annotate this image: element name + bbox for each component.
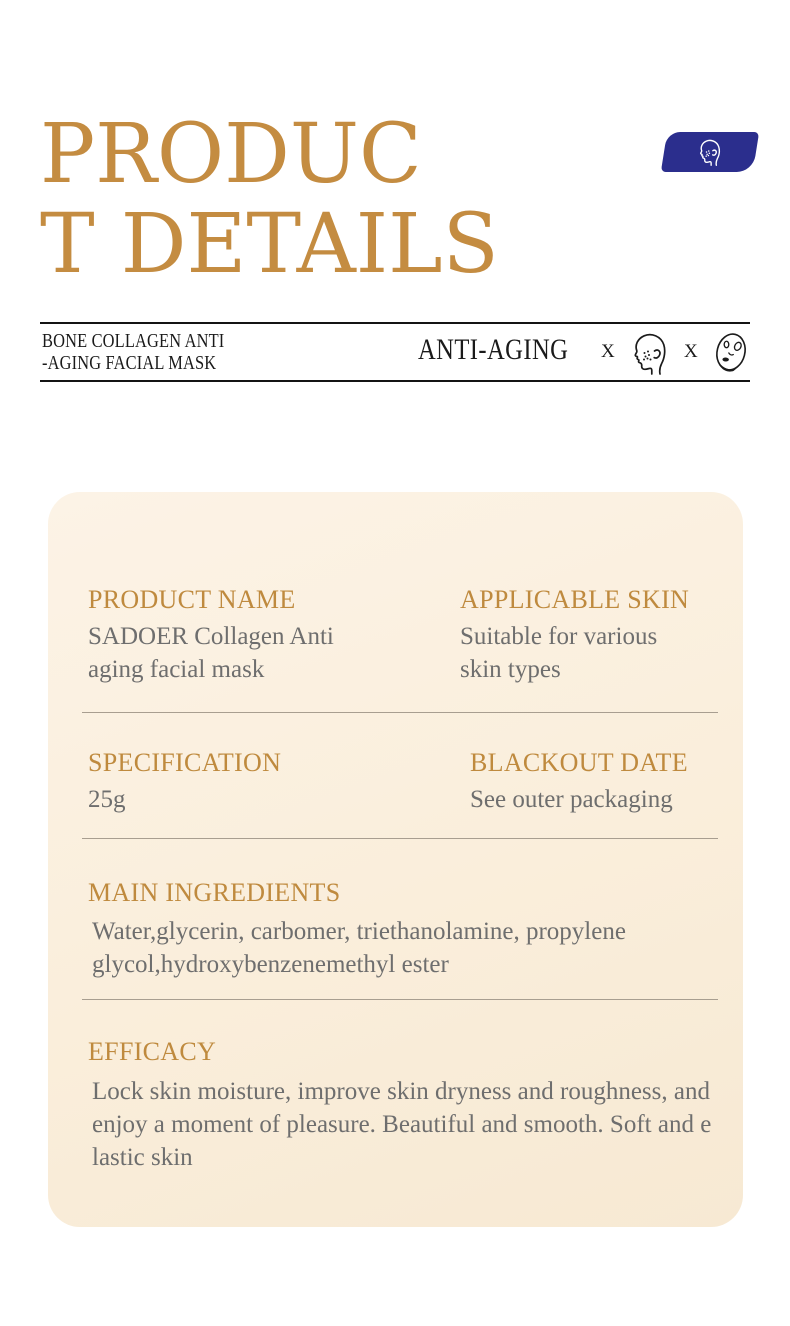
main-ingredients-value: Water,glycerin, carbomer, triethanolamine, propylene glycol,hydroxybenzenemethyl ester xyxy=(92,918,626,978)
face-profile-icon xyxy=(631,331,669,375)
product-subtitle-line-1: BONE COLLAGEN ANTI xyxy=(42,330,225,352)
multiply-symbol: X xyxy=(684,341,698,362)
specification-value: 25g xyxy=(88,786,126,813)
page-title xyxy=(40,107,499,292)
details-card xyxy=(48,492,743,1227)
face-profile-icon xyxy=(698,138,722,166)
specification-label: SPECIFICATION xyxy=(88,748,282,777)
sheet-mask-icon xyxy=(710,328,752,376)
page-title-line-2: T DETAILS xyxy=(40,197,499,292)
efficacy-label: EFFICACY xyxy=(88,1037,217,1066)
header-bottom-rule xyxy=(40,380,750,382)
applicable-skin-value: Suitable for various skin types xyxy=(460,623,658,683)
main-ingredients-label: MAIN INGREDIENTS xyxy=(88,878,341,907)
brand-badge xyxy=(661,132,759,172)
blackout-date-value: See outer packaging xyxy=(470,786,673,813)
anti-aging-label: ANTI-AGING xyxy=(418,333,569,366)
product-subtitle-line-2: -AGING FACIAL MASK xyxy=(42,352,217,374)
product-name-value: SADOER Collagen Anti aging facial mask xyxy=(88,623,334,683)
product-subtitle xyxy=(42,330,224,374)
header-top-rule xyxy=(40,322,750,324)
blackout-date-label: BLACKOUT DATE xyxy=(470,748,688,777)
section-divider xyxy=(82,999,718,1000)
page-title-line-1: PRODUC xyxy=(40,107,422,202)
product-name-label: PRODUCT NAME xyxy=(88,585,296,614)
multiply-symbol: X xyxy=(601,341,615,362)
section-divider xyxy=(82,712,718,713)
section-divider xyxy=(82,838,718,839)
applicable-skin-label: APPLICABLE SKIN xyxy=(460,585,690,614)
efficacy-value: Lock skin moisture, improve skin dryness and roughness, and enjoy a moment of pleasure. Beautiful and smooth. Soft and elastic skin xyxy=(92,1078,712,1171)
